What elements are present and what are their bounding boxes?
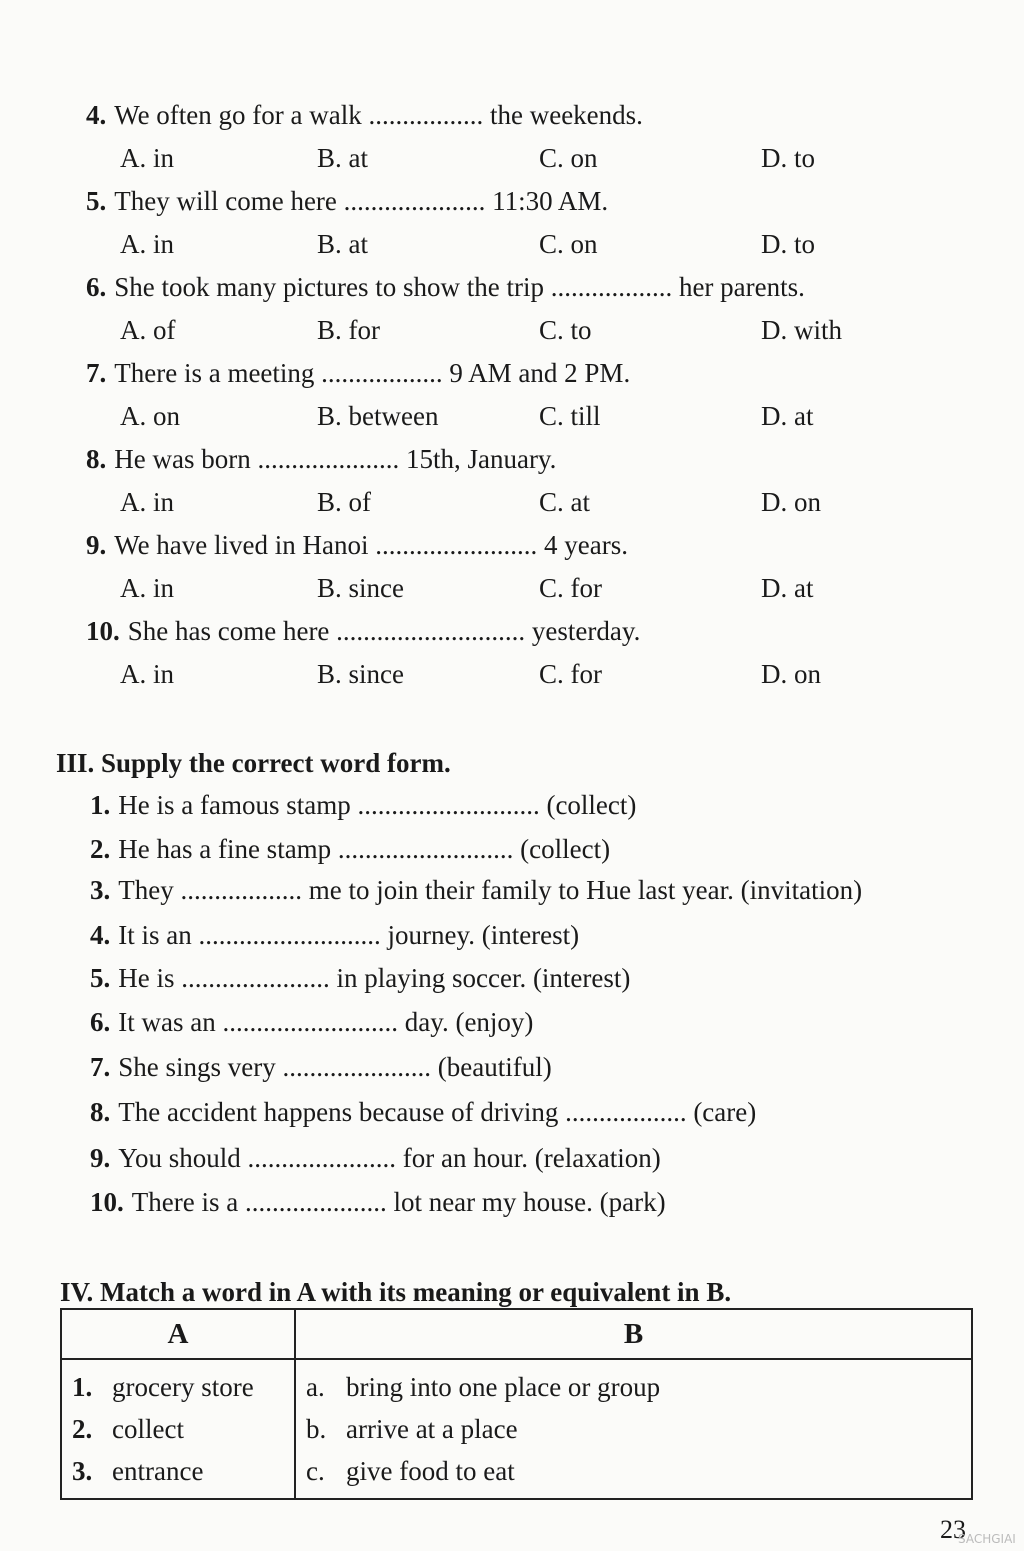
- question-text: She took many pictures to show the trip .................. her parents.: [114, 272, 805, 302]
- option-c: C. to: [539, 315, 592, 345]
- question-text: They will come here ..................... 11:30 AM.: [114, 186, 609, 216]
- option-b: B. at: [317, 143, 368, 173]
- option-a: A. of: [120, 315, 176, 345]
- option-d: D. at: [761, 401, 814, 431]
- question-number: 7.: [86, 358, 107, 388]
- list-item: 10. There is a ..................... lot near my house. (park): [90, 1187, 666, 1217]
- table-row: 2. collect: [72, 1414, 184, 1444]
- option-d: D. on: [761, 659, 821, 689]
- matching-table: [60, 1308, 973, 1500]
- question-number: 8.: [86, 444, 107, 474]
- question-number: 6.: [86, 272, 107, 302]
- option-b: B. between: [317, 401, 439, 431]
- section-3-title: III. Supply the correct word form.: [56, 748, 451, 778]
- question-number: 4.: [86, 100, 107, 130]
- question-text: There is a meeting .................. 9 AM and 2 PM.: [114, 358, 631, 388]
- question-text: We often go for a walk ................. the weekends.: [114, 100, 643, 130]
- question-text: She has come here ............................ yesterday.: [127, 616, 641, 646]
- option-a: A. in: [120, 487, 174, 517]
- list-item: 2. He has a fine stamp .......................... (collect): [90, 834, 611, 864]
- question-number: 9.: [86, 530, 107, 560]
- table-row: 3. entrance: [72, 1456, 204, 1486]
- table-row: c. give food to eat: [306, 1456, 515, 1486]
- question-number: 5.: [86, 186, 107, 216]
- option-b: B. for: [317, 315, 380, 345]
- option-c: C. for: [539, 659, 602, 689]
- option-c: C. at: [539, 487, 590, 517]
- option-a: A. in: [120, 573, 174, 603]
- option-c: C. for: [539, 573, 602, 603]
- column-b-cell: [295, 1359, 972, 1499]
- question-text: We have lived in Hanoi ........................ 4 years.: [114, 530, 628, 560]
- column-a-cell: [61, 1359, 295, 1499]
- option-c: C. on: [539, 143, 598, 173]
- column-b-header: B: [295, 1309, 972, 1359]
- section-4-title: IV. Match a word in A with its meaning or equivalent in B.: [60, 1277, 732, 1307]
- option-d: D. to: [761, 229, 815, 259]
- table-row: b. arrive at a place: [306, 1414, 518, 1444]
- question-text: He was born ..................... 15th, January.: [114, 444, 557, 474]
- list-item: 3. They .................. me to join their family to Hue last year. (invitation): [90, 875, 863, 905]
- column-a-header: A: [61, 1309, 295, 1359]
- option-a: A. on: [120, 401, 180, 431]
- option-d: D. to: [761, 143, 815, 173]
- watermark: SACHGIAI: [958, 1532, 1016, 1546]
- option-d: D. with: [761, 315, 842, 345]
- option-b: B. of: [317, 487, 371, 517]
- list-item: 6. It was an .......................... day. (enjoy): [90, 1007, 534, 1037]
- option-a: A. in: [120, 229, 174, 259]
- question-number: 10.: [86, 616, 120, 646]
- option-d: D. on: [761, 487, 821, 517]
- option-c: C. till: [539, 401, 601, 431]
- list-item: 1. He is a famous stamp ........................... (collect): [90, 790, 637, 820]
- option-b: B. at: [317, 229, 368, 259]
- table-row: a. bring into one place or group: [306, 1372, 661, 1402]
- list-item: 4. It is an ........................... journey. (interest): [90, 920, 580, 950]
- option-a: A. in: [120, 659, 174, 689]
- table-row: 1. grocery store: [72, 1372, 254, 1402]
- list-item: 8. The accident happens because of driving .................. (care): [90, 1097, 757, 1127]
- option-b: B. since: [317, 573, 404, 603]
- option-a: A. in: [120, 143, 174, 173]
- page-number: 23: [940, 1515, 966, 1544]
- list-item: 9. You should ...................... for an hour. (relaxation): [90, 1143, 661, 1173]
- list-item: 5. He is ...................... in playing soccer. (interest): [90, 963, 631, 993]
- option-d: D. at: [761, 573, 814, 603]
- option-c: C. on: [539, 229, 598, 259]
- option-b: B. since: [317, 659, 404, 689]
- list-item: 7. She sings very ...................... (beautiful): [90, 1052, 552, 1082]
